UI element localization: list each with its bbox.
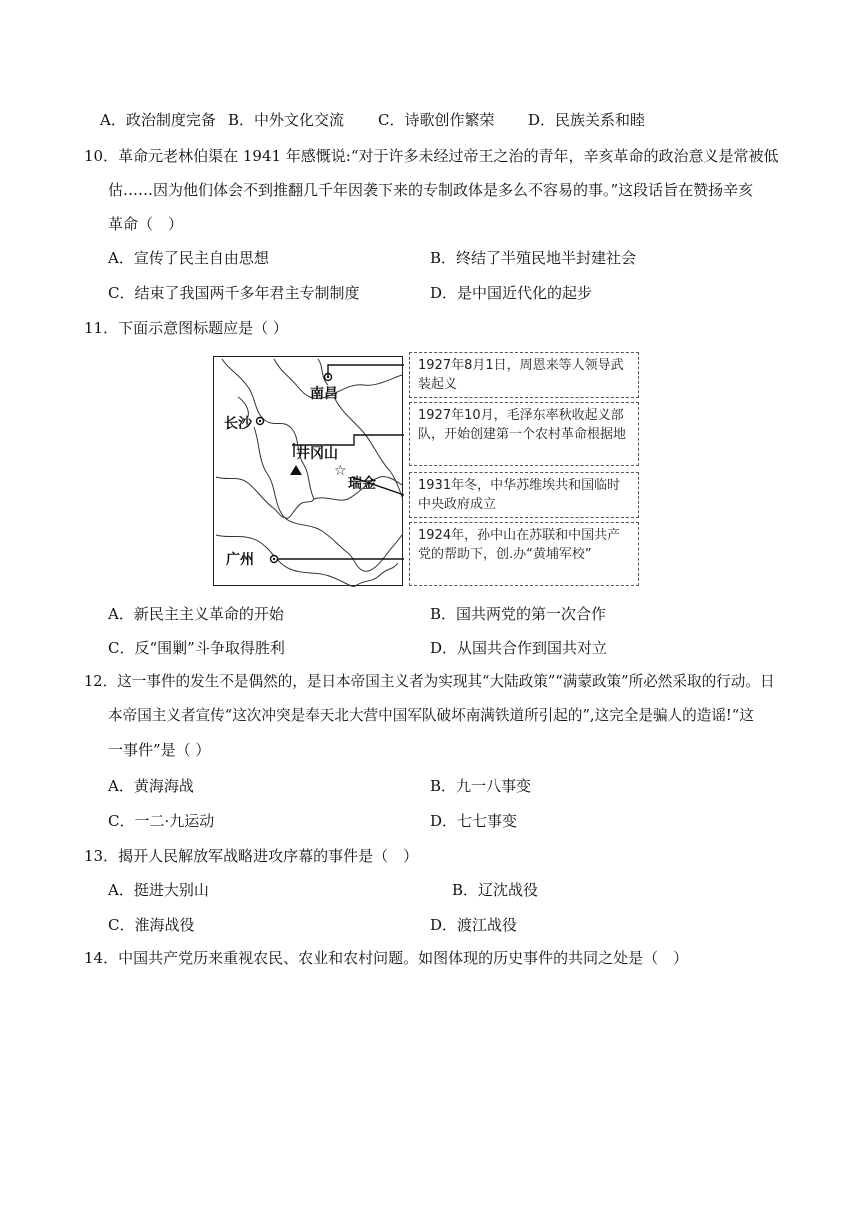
q12-option-a: A．黄海海战 — [108, 777, 194, 795]
q12-stem-line3: 一事件”是（ ） — [108, 741, 211, 759]
q10-option-a: A．宣传了民主自由思想 — [108, 249, 269, 267]
q11-option-d: D．从国共合作到国共对立 — [430, 639, 608, 657]
q11-option-a: A．新民主主义革命的开始 — [108, 605, 284, 623]
q13-option-c: C．淮海战役 — [108, 916, 195, 934]
note-whampoa-academy: 1924年，孙中山在苏联和中国共产党的帮助下，创.办“黄埔军校” — [409, 522, 639, 586]
note-soviet-republic: 1931年冬，中华苏维埃共和国临时中央政府成立 — [409, 472, 639, 518]
q11-option-b: B．国共两党的第一次合作 — [430, 605, 607, 623]
q13-option-b: B．辽沈战役 — [452, 881, 539, 899]
map-frame — [213, 356, 403, 586]
jinggangshan-marker — [290, 465, 302, 475]
q13-stem: 13．揭开人民解放军战略进攻序幕的事件是（ ） — [84, 847, 419, 865]
q10-option-d: D．是中国近代化的起步 — [430, 284, 593, 302]
city-label-ruijin: 瑞金 — [348, 476, 376, 492]
q10-option-b: B．终结了半殖民地半封建社会 — [430, 249, 637, 267]
q9-option-c: C．诗歌创作繁荣 — [378, 111, 495, 129]
q10-stem-line1: 10．革命元老林伯渠在 1941 年感慨说:“对于许多未经过帝王之治的青年，辛亥革命的政治意义是常被低 — [84, 147, 779, 165]
city-label-guangzhou: 广州 — [226, 552, 254, 568]
q13-option-d: D．渡江战役 — [430, 916, 518, 934]
q9-option-b: B．中外文化交流 — [228, 111, 345, 129]
q9-option-d: D．民族关系和睦 — [528, 111, 646, 129]
q10-option-c: C．结束了我国两千多年君主专制制度 — [108, 284, 360, 302]
note-autumn-harvest-uprising: 1927年10月，毛泽东率秋收起义部队，开始创建第一个农村革命根据地 — [409, 402, 639, 466]
city-label-nanchang: 南昌 — [310, 386, 338, 402]
city-label-changsha: 长沙 — [224, 416, 252, 432]
ruijin-star-icon: ☆ — [334, 463, 347, 479]
q14-stem: 14．中国共产党历来重视农民、农业和农村问题。如图体现的历史事件的共同之处是（ ） — [84, 949, 689, 967]
q13-option-a: A．挺进大别山 — [108, 881, 209, 899]
q12-option-d: D．七七事变 — [430, 812, 518, 830]
q10-stem-line2: 估……因为他们体会不到推翻几千年因袭下来的专制政体是多么不容易的事。”这段话旨在赞扬辛亥 — [108, 181, 754, 199]
q12-stem-line2: 本帝国主义者宣传“这次冲突是奉天北大营中国军队破坏南满铁道所引起的”,这完全是骗人的造谣!“这 — [108, 707, 754, 724]
q12-option-b: B．九一八事变 — [430, 777, 532, 795]
q11-option-c: C．反“围剿”斗争取得胜利 — [108, 639, 285, 657]
q10-stem-line3: 革命（ ） — [108, 215, 184, 233]
city-label-jinggangshan: 井冈山 — [296, 446, 338, 462]
note-nanchang-uprising: 1927年8月1日，周恩来等人领导武装起义 — [409, 352, 639, 398]
q11-map-figure — [213, 352, 641, 588]
q12-option-c: C．一二·九运动 — [108, 812, 215, 830]
q12-stem-line1: 12．这一事件的发生不是偶然的，是日本帝国主义者为实现其“大陆政策”“满蒙政策”所必然采取的行动。日 — [84, 673, 775, 690]
q11-stem: 11．下面示意图标题应是（ ） — [84, 319, 288, 337]
q9-option-a: A．政治制度完备 — [100, 111, 216, 129]
